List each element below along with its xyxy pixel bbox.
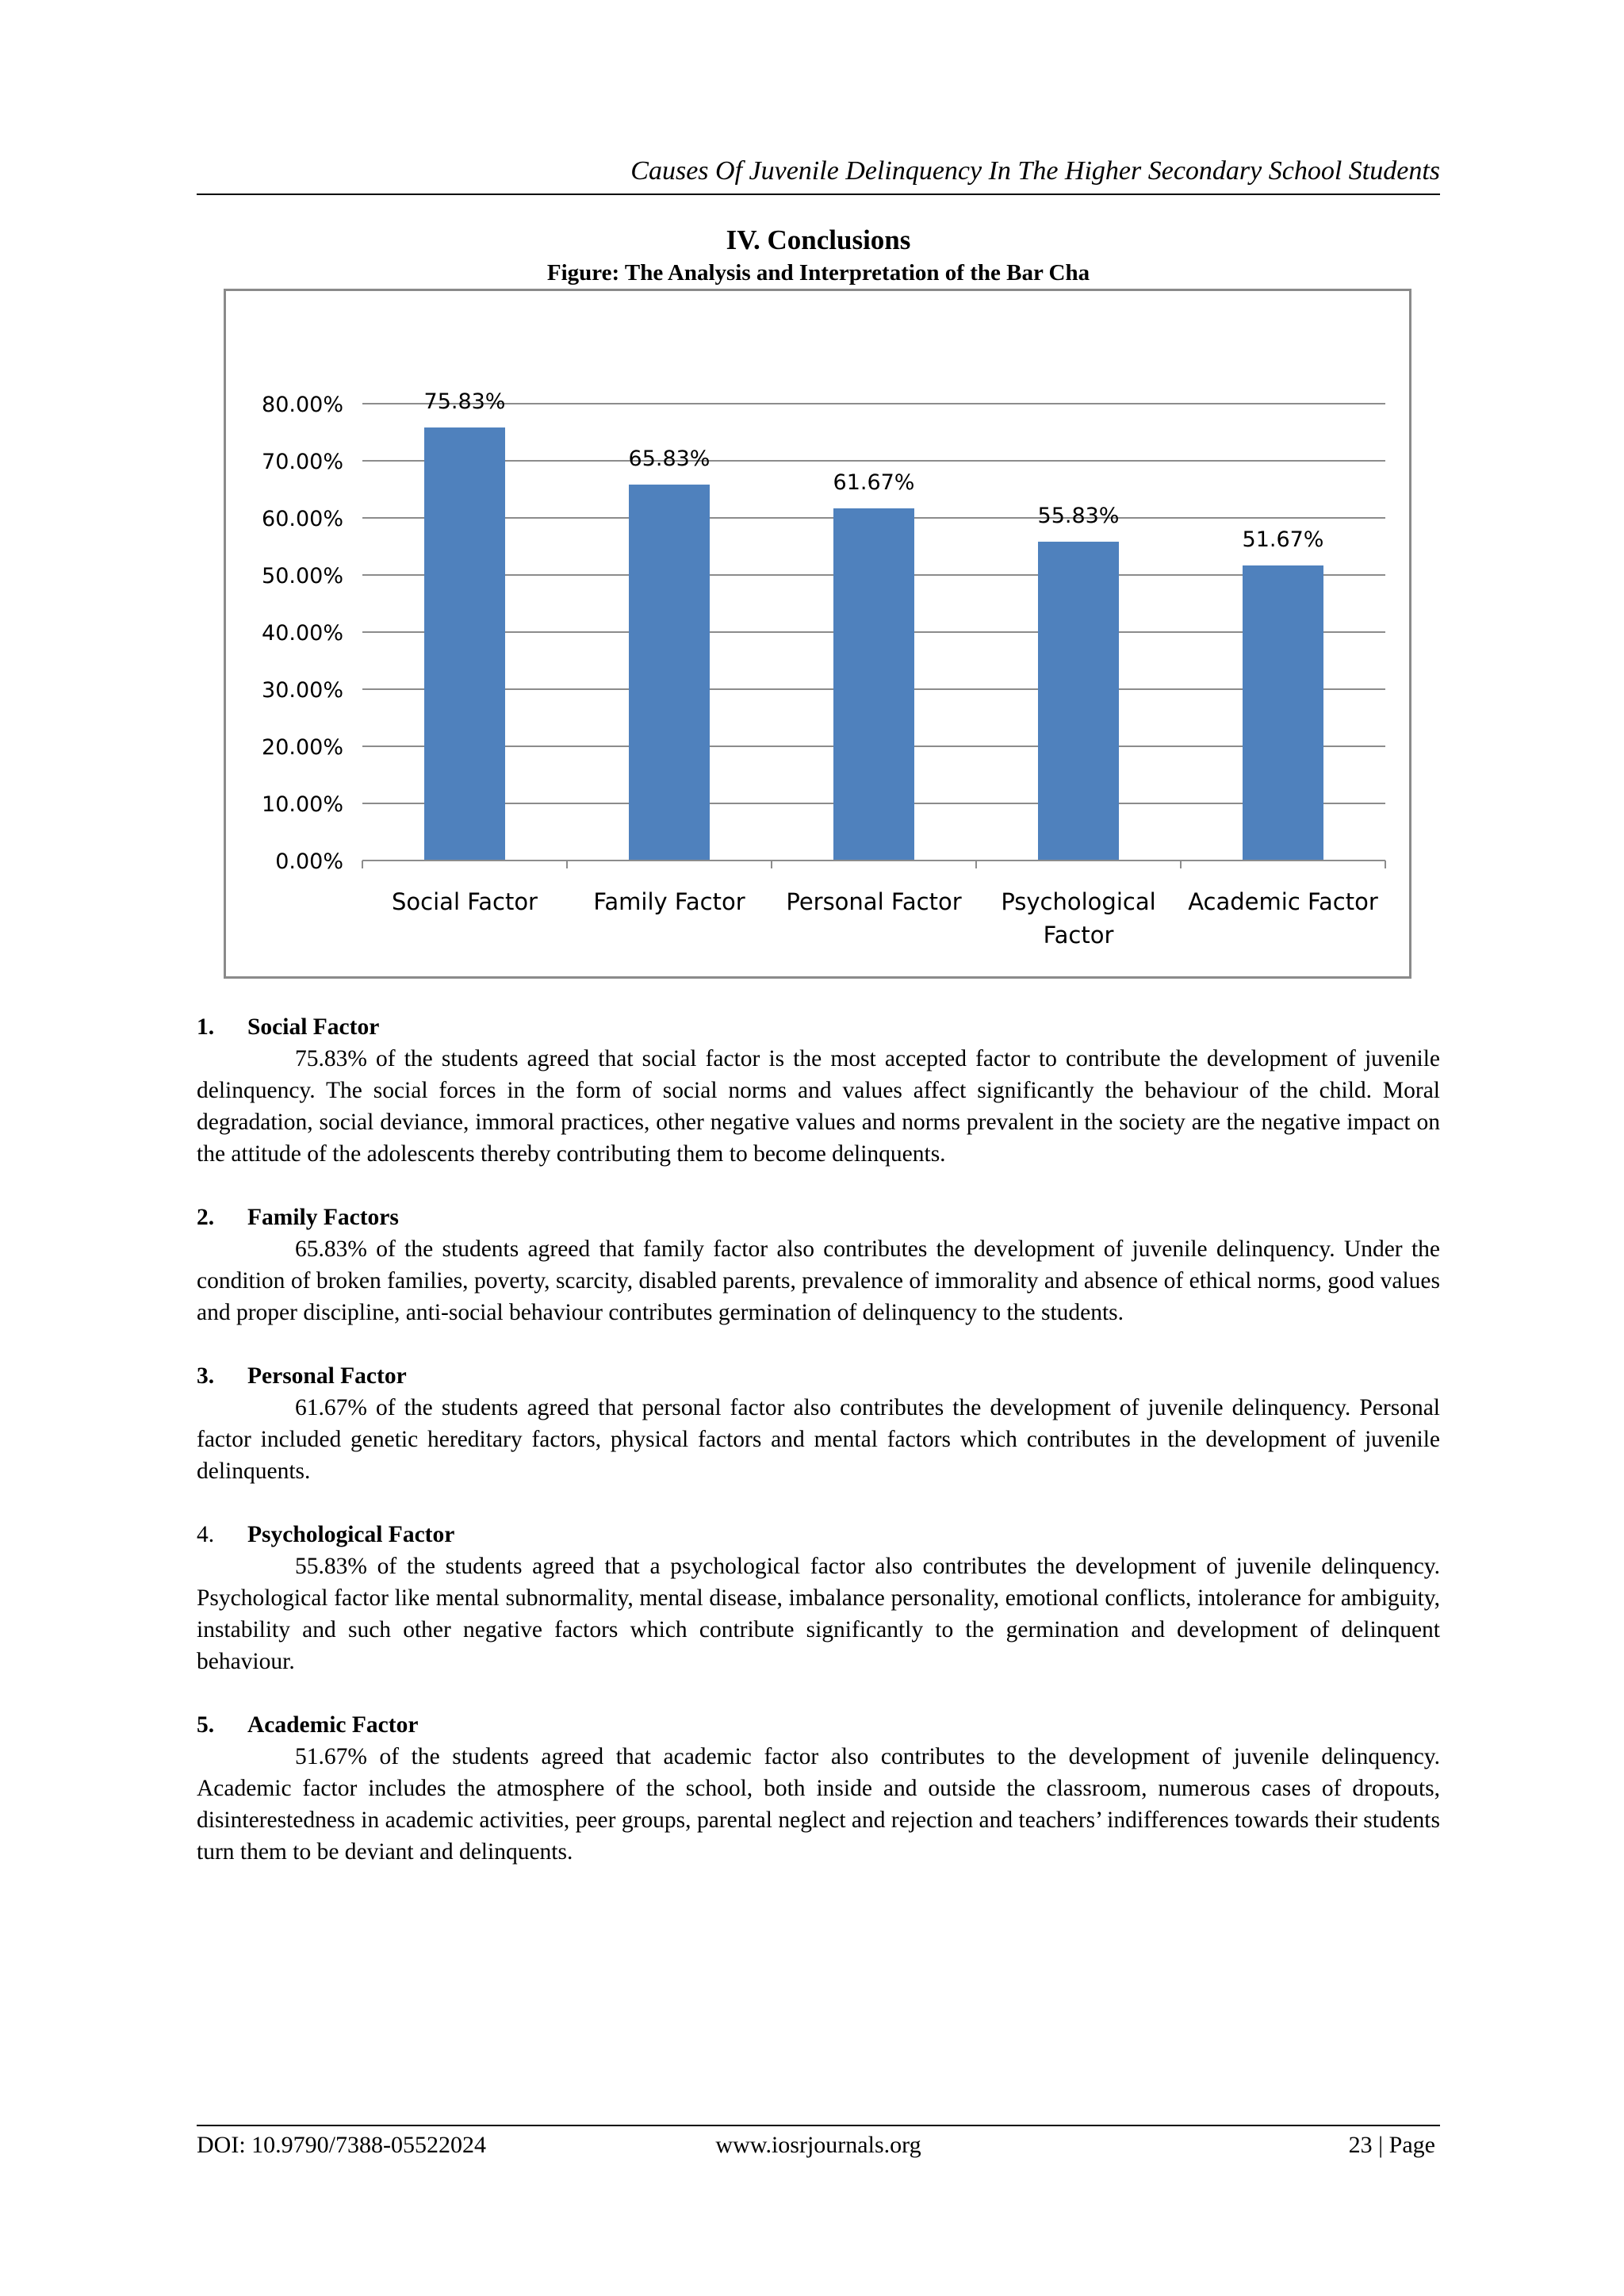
section-academic-factor (197, 1709, 1440, 1868)
y-tick-label: 20.00% (262, 735, 343, 760)
y-tick-label: 0.00% (275, 849, 343, 874)
bar-chart-svg (226, 291, 1409, 976)
section-family-factors (197, 1202, 1440, 1328)
section-psychological-factor (197, 1519, 1440, 1677)
section-paragraph: 65.83% of the students agreed that family factor also contributes the development of juvenile delinquency. Under the condition of broken families, poverty, scarcity, disabled parents, prevalence of immorality and absence of ethical norms, good values and proper discipline, anti-social behaviour contributes germination of delinquency to the students. (197, 1236, 1440, 1325)
data-label: 61.67% (833, 470, 915, 495)
section-paragraph: 61.67% of the students agreed that personal factor also contributes the development of juvenile delinquency. Personal factor included genetic hereditary factors, physical factors and mental factors which contributes in the development of juvenile delinquents. (197, 1395, 1440, 1484)
section-paragraph: 55.83% of the students agreed that a psychological factor also contributes the development of juvenile delinquency. Psychological factor like mental subnormality, mental disease, imbalance personality, emotional conflicts, intolerance for ambiguity, instability and such other negative factors which contribute significantly to the germination and development of delinquent behaviour. (197, 1554, 1440, 1674)
section-number: 3. (197, 1363, 215, 1389)
section-number: 4. (197, 1522, 215, 1547)
section-heading-line (197, 1202, 1440, 1233)
section-title: Family Factors (247, 1205, 399, 1230)
footer-page-number: 23 | Page (1348, 2132, 1435, 2158)
x-tick-label: Social Factor (392, 888, 538, 915)
section-heading-line (197, 1519, 1440, 1550)
bar (1038, 542, 1119, 861)
data-label: 51.67% (1242, 527, 1324, 552)
section-paragraph: 51.67% of the students agreed that academic factor also contributes to the development of juvenile delinquency. Academic factor includes the atmosphere of the school, both inside and outside the classroom, numerous cases of dropouts, disinterestedness in academic activities, peer groups, parental neglect and rejection and teachers’ indifferences towards their students turn them to be deviant and delinquents. (197, 1744, 1440, 1865)
data-label: 65.83% (628, 447, 710, 472)
page-footer (197, 2129, 1440, 2161)
figure-caption: Figure: The Analysis and Interpretation of the Bar Cha (546, 260, 1090, 286)
section-heading-line (197, 1011, 1440, 1043)
x-tick-label: Factor (1043, 922, 1114, 949)
x-tick-label: Family Factor (593, 888, 745, 915)
y-tick-label: 30.00% (262, 678, 343, 703)
section-number: 5. (197, 1712, 215, 1738)
section-heading: IV. Conclusions (726, 224, 911, 255)
data-label: 55.83% (1037, 504, 1120, 529)
y-tick-label: 40.00% (262, 621, 343, 646)
footer-rule (197, 2125, 1440, 2126)
section-number: 2. (197, 1205, 215, 1230)
section-title: Academic Factor (247, 1712, 419, 1738)
x-tick-label: Academic Factor (1188, 888, 1378, 915)
y-tick-label: 70.00% (262, 450, 343, 474)
section-heading-line (197, 1360, 1440, 1392)
bar (629, 485, 710, 861)
footer-doi: DOI: 10.9790/7388-05522024 (197, 2132, 486, 2158)
section-number: 1. (197, 1014, 215, 1040)
section-title: Psychological Factor (247, 1522, 455, 1547)
bar-chart (224, 289, 1411, 979)
data-label: 75.83% (423, 389, 506, 415)
y-tick-label: 10.00% (262, 792, 343, 817)
section-personal-factor (197, 1360, 1440, 1487)
footer-website: www.iosrjournals.org (715, 2132, 921, 2158)
y-tick-label: 50.00% (262, 564, 343, 588)
conclusions-body (197, 1011, 1440, 1899)
bar (833, 508, 914, 861)
bar (1243, 565, 1323, 861)
section-title: Social Factor (247, 1014, 380, 1040)
bar (424, 427, 505, 861)
section-title: Personal Factor (247, 1363, 407, 1389)
header-rule (197, 194, 1440, 195)
section-social-factor (197, 1011, 1440, 1170)
x-tick-label: Personal Factor (786, 888, 962, 915)
y-tick-label: 60.00% (262, 507, 343, 531)
x-tick-label: Psychological (1001, 888, 1156, 915)
running-header: Causes Of Juvenile Delinquency In The Higher Secondary School Students (630, 156, 1440, 186)
section-heading-line (197, 1709, 1440, 1741)
section-paragraph: 75.83% of the students agreed that social factor is the most accepted factor to contribute the development of juvenile delinquency. The social forces in the form of social norms and values affect significantly the behaviour of the child. Moral degradation, social deviance, immoral practices, other negative values and norms prevalent in the society are the negative impact on the attitude of the adolescents thereby contributing them to become delinquents. (197, 1046, 1440, 1167)
y-tick-label: 80.00% (262, 393, 343, 417)
